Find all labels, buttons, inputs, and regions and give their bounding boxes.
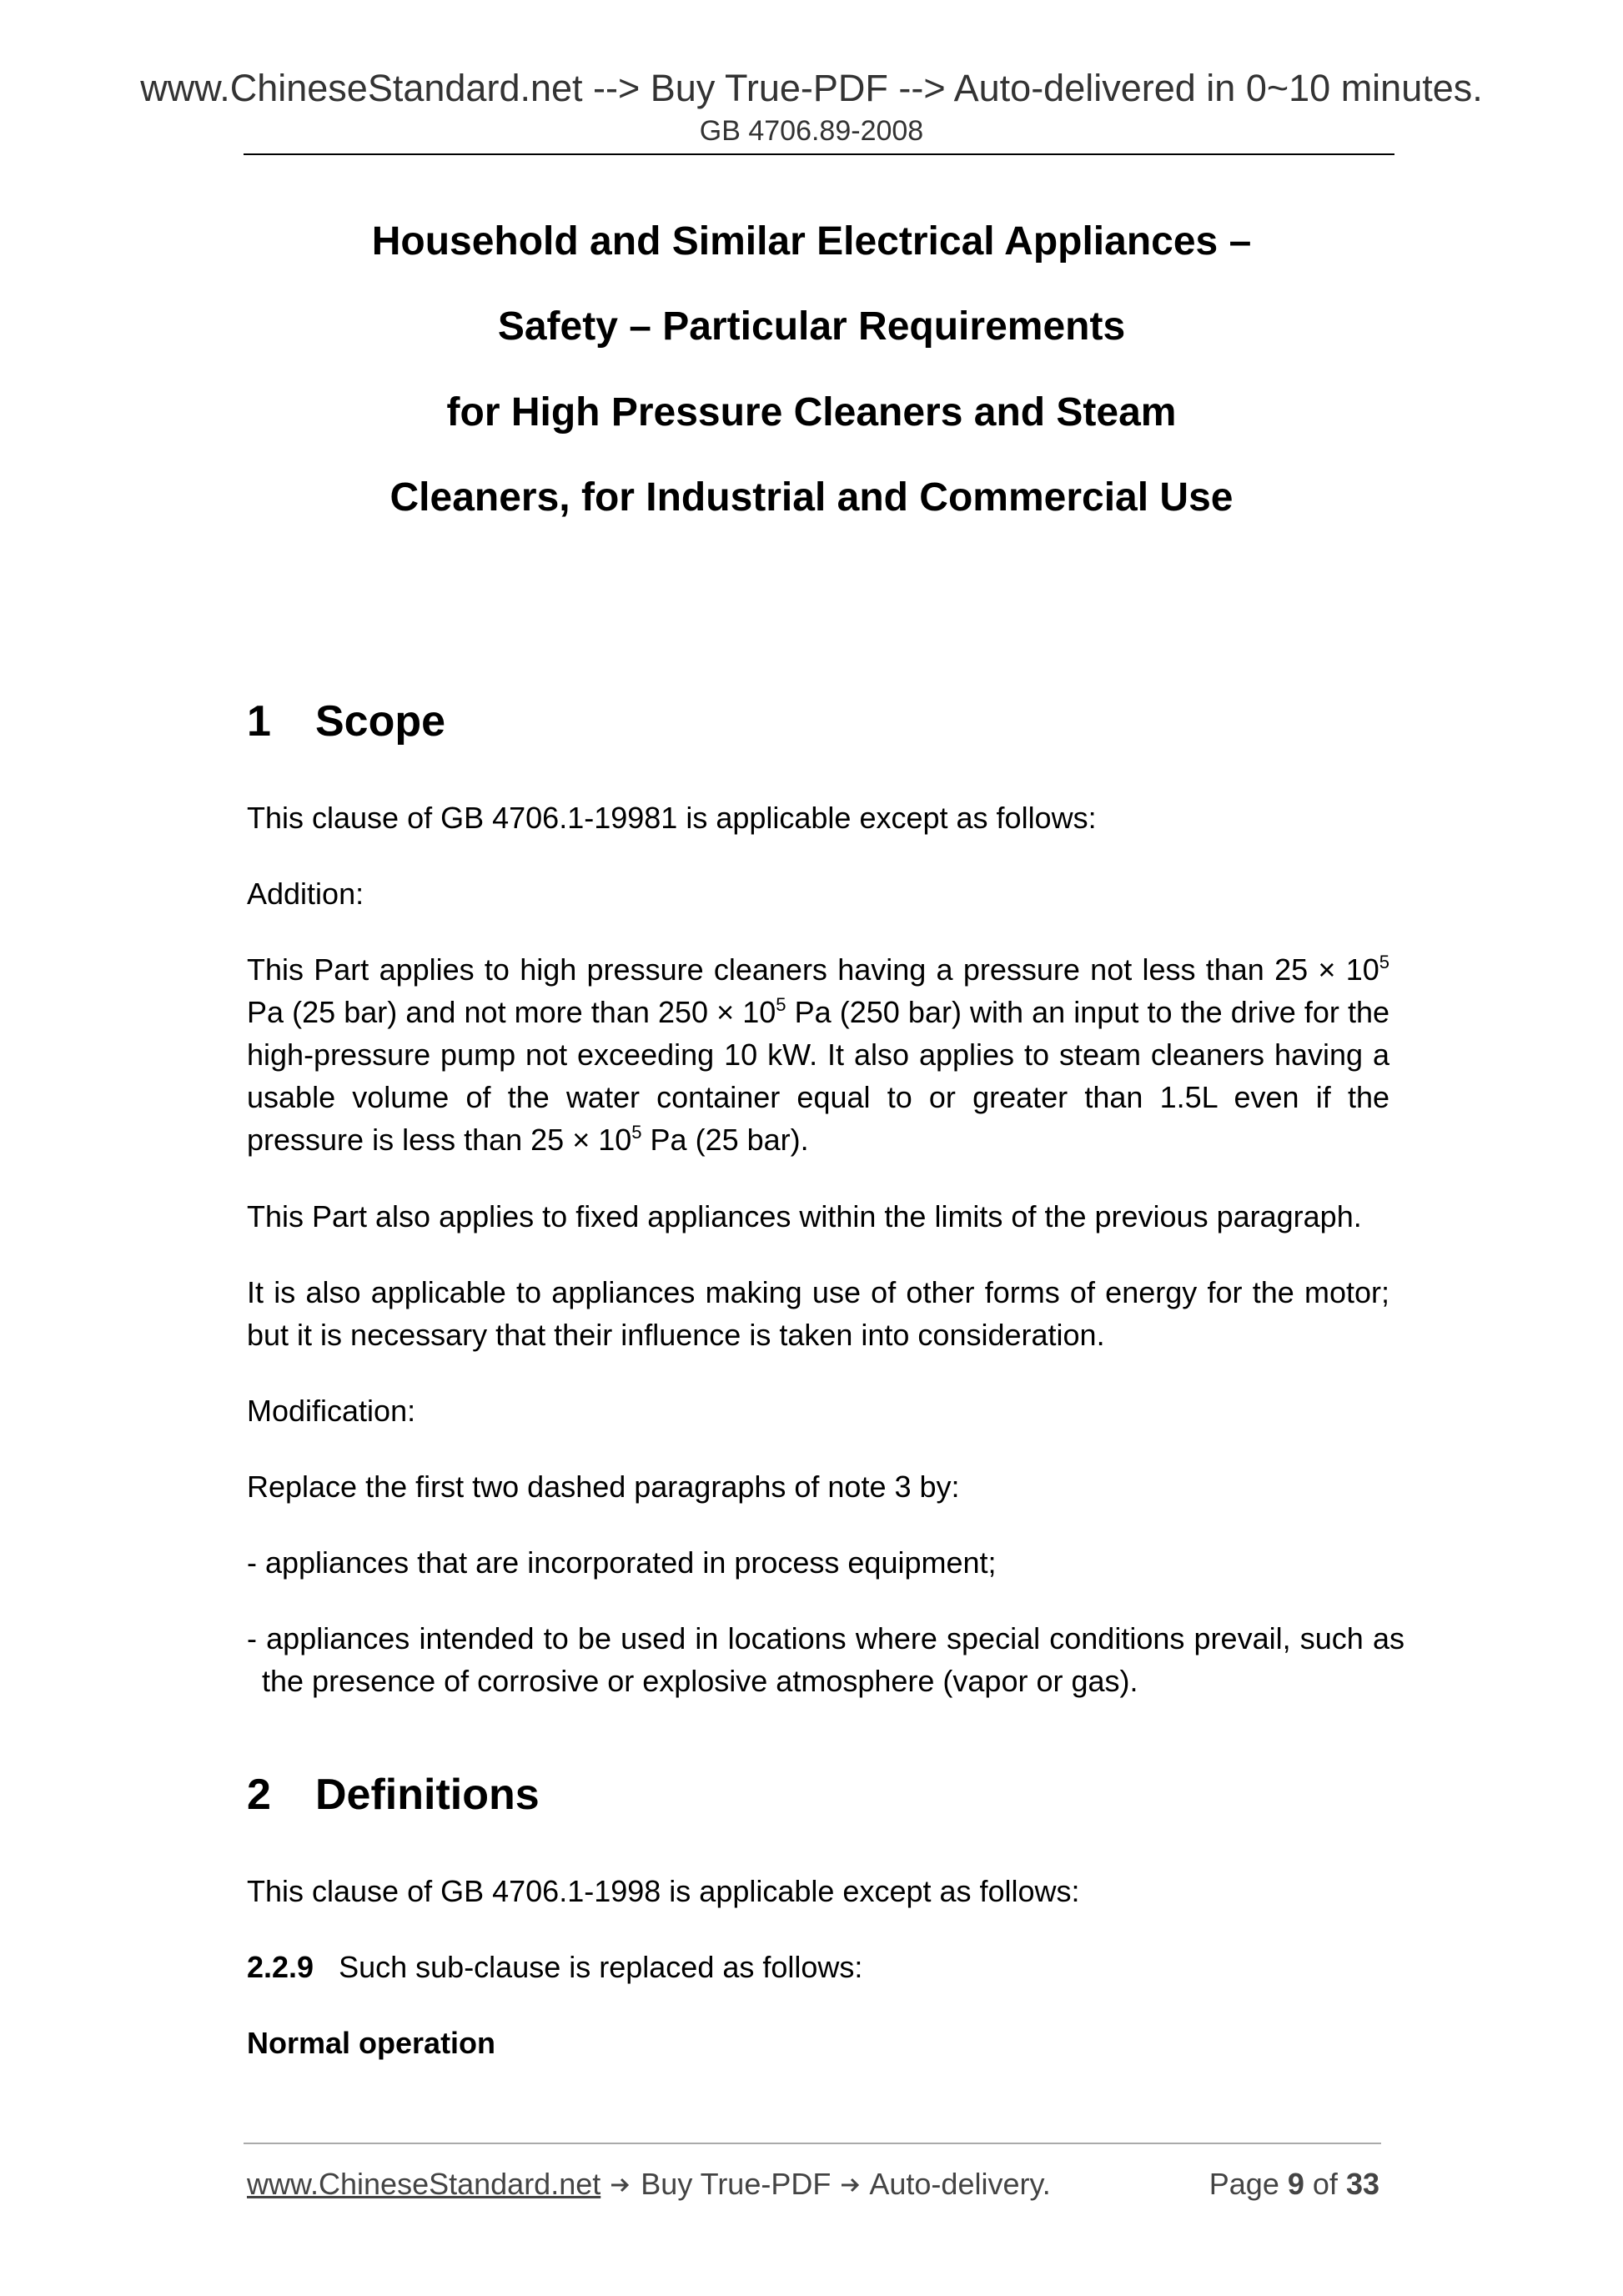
text: Pa (25 bar) and not more than 250 × 10 xyxy=(247,995,776,1029)
text: This Part applies to high pressure cleaners having a pressure not less than 25 × 10 xyxy=(247,952,1379,987)
page-label: Page xyxy=(1208,2167,1279,2201)
title-line-3: for High Pressure Cleaners and Steam xyxy=(446,390,1177,435)
footer-left xyxy=(247,2167,1051,2202)
footer-buy: Buy True-PDF xyxy=(641,2167,832,2201)
subclause-2-2-9 xyxy=(247,1946,1389,1988)
doc-number: GB 4706.89-2008 xyxy=(699,115,924,147)
list-item-special-conditions: - appliances intended to be used in locations where special conditions prevail, such as the presence of corrosive or explosive atmosphere (vapor or gas). xyxy=(247,1621,1404,1698)
arrow-right-icon xyxy=(839,2173,862,2197)
replace-note: Replace the first two dashed paragraphs of note 3 by: xyxy=(247,1470,960,1504)
scope-paragraph-pressure xyxy=(247,948,1389,1161)
section-2-number: 2 xyxy=(247,1771,271,1819)
section-1-title: Scope xyxy=(315,697,446,746)
footer-link[interactable]: www.ChineseStandard.net xyxy=(247,2167,601,2201)
subclause-text: Such sub-clause is replaced as follows: xyxy=(339,1950,863,1984)
term-normal-operation: Normal operation xyxy=(247,2026,496,2060)
superscript: 5 xyxy=(631,1122,642,1143)
page-indicator xyxy=(1201,2167,1379,2202)
list-item-process-equipment: - appliances that are incorporated in process equipment; xyxy=(247,1545,997,1580)
text: Pa (25 bar). xyxy=(650,1123,809,1157)
top-banner: www.ChineseStandard.net --> Buy True-PDF --> Auto-delivered in 0~10 minutes. xyxy=(140,67,1483,109)
header-divider xyxy=(244,153,1394,155)
title-line-4: Cleaners, for Industrial and Commercial Use xyxy=(389,475,1234,520)
scope-intro: This clause of GB 4706.1-19981 is applicable except as follows: xyxy=(247,801,1097,835)
superscript: 5 xyxy=(1379,952,1389,972)
page-current: 9 xyxy=(1287,2167,1304,2201)
section-2-title: Definitions xyxy=(315,1771,540,1819)
modification-label: Modification: xyxy=(247,1394,416,1428)
title-line-2: Safety – Particular Requirements xyxy=(497,304,1126,349)
footer-delivery: Auto-delivery. xyxy=(869,2167,1051,2201)
section-1-heading xyxy=(247,696,445,746)
arrow-right-icon xyxy=(609,2173,632,2197)
page-of: of xyxy=(1312,2167,1338,2201)
text: Pa (250 bar) with an input to the drive for the high-pressure pump not exceeding 10 kW. It also applies to steam cleaners having a usable volume of the water container equal to or greater than 1.5L even if the pressure is less than 25 × 10 xyxy=(247,995,1389,1157)
section-1-number: 1 xyxy=(247,697,271,746)
page-total: 33 xyxy=(1345,2167,1379,2201)
footer-divider xyxy=(244,2143,1381,2144)
subclause-number: 2.2.9 xyxy=(247,1950,314,1984)
title-line-1: Household and Similar Electrical Appliances – xyxy=(371,219,1252,264)
scope-paragraph-fixed: This Part also applies to fixed appliances within the limits of the previous paragraph. xyxy=(247,1199,1362,1233)
scope-paragraph-energy: It is also applicable to appliances making use of other forms of energy for the motor; but it is necessary that their influence is taken into consideration. xyxy=(247,1275,1389,1352)
addition-label: Addition: xyxy=(247,877,364,911)
section-2-heading xyxy=(247,1770,540,1820)
superscript: 5 xyxy=(776,994,786,1015)
definitions-intro: This clause of GB 4706.1-1998 is applicable except as follows: xyxy=(247,1874,1080,1908)
